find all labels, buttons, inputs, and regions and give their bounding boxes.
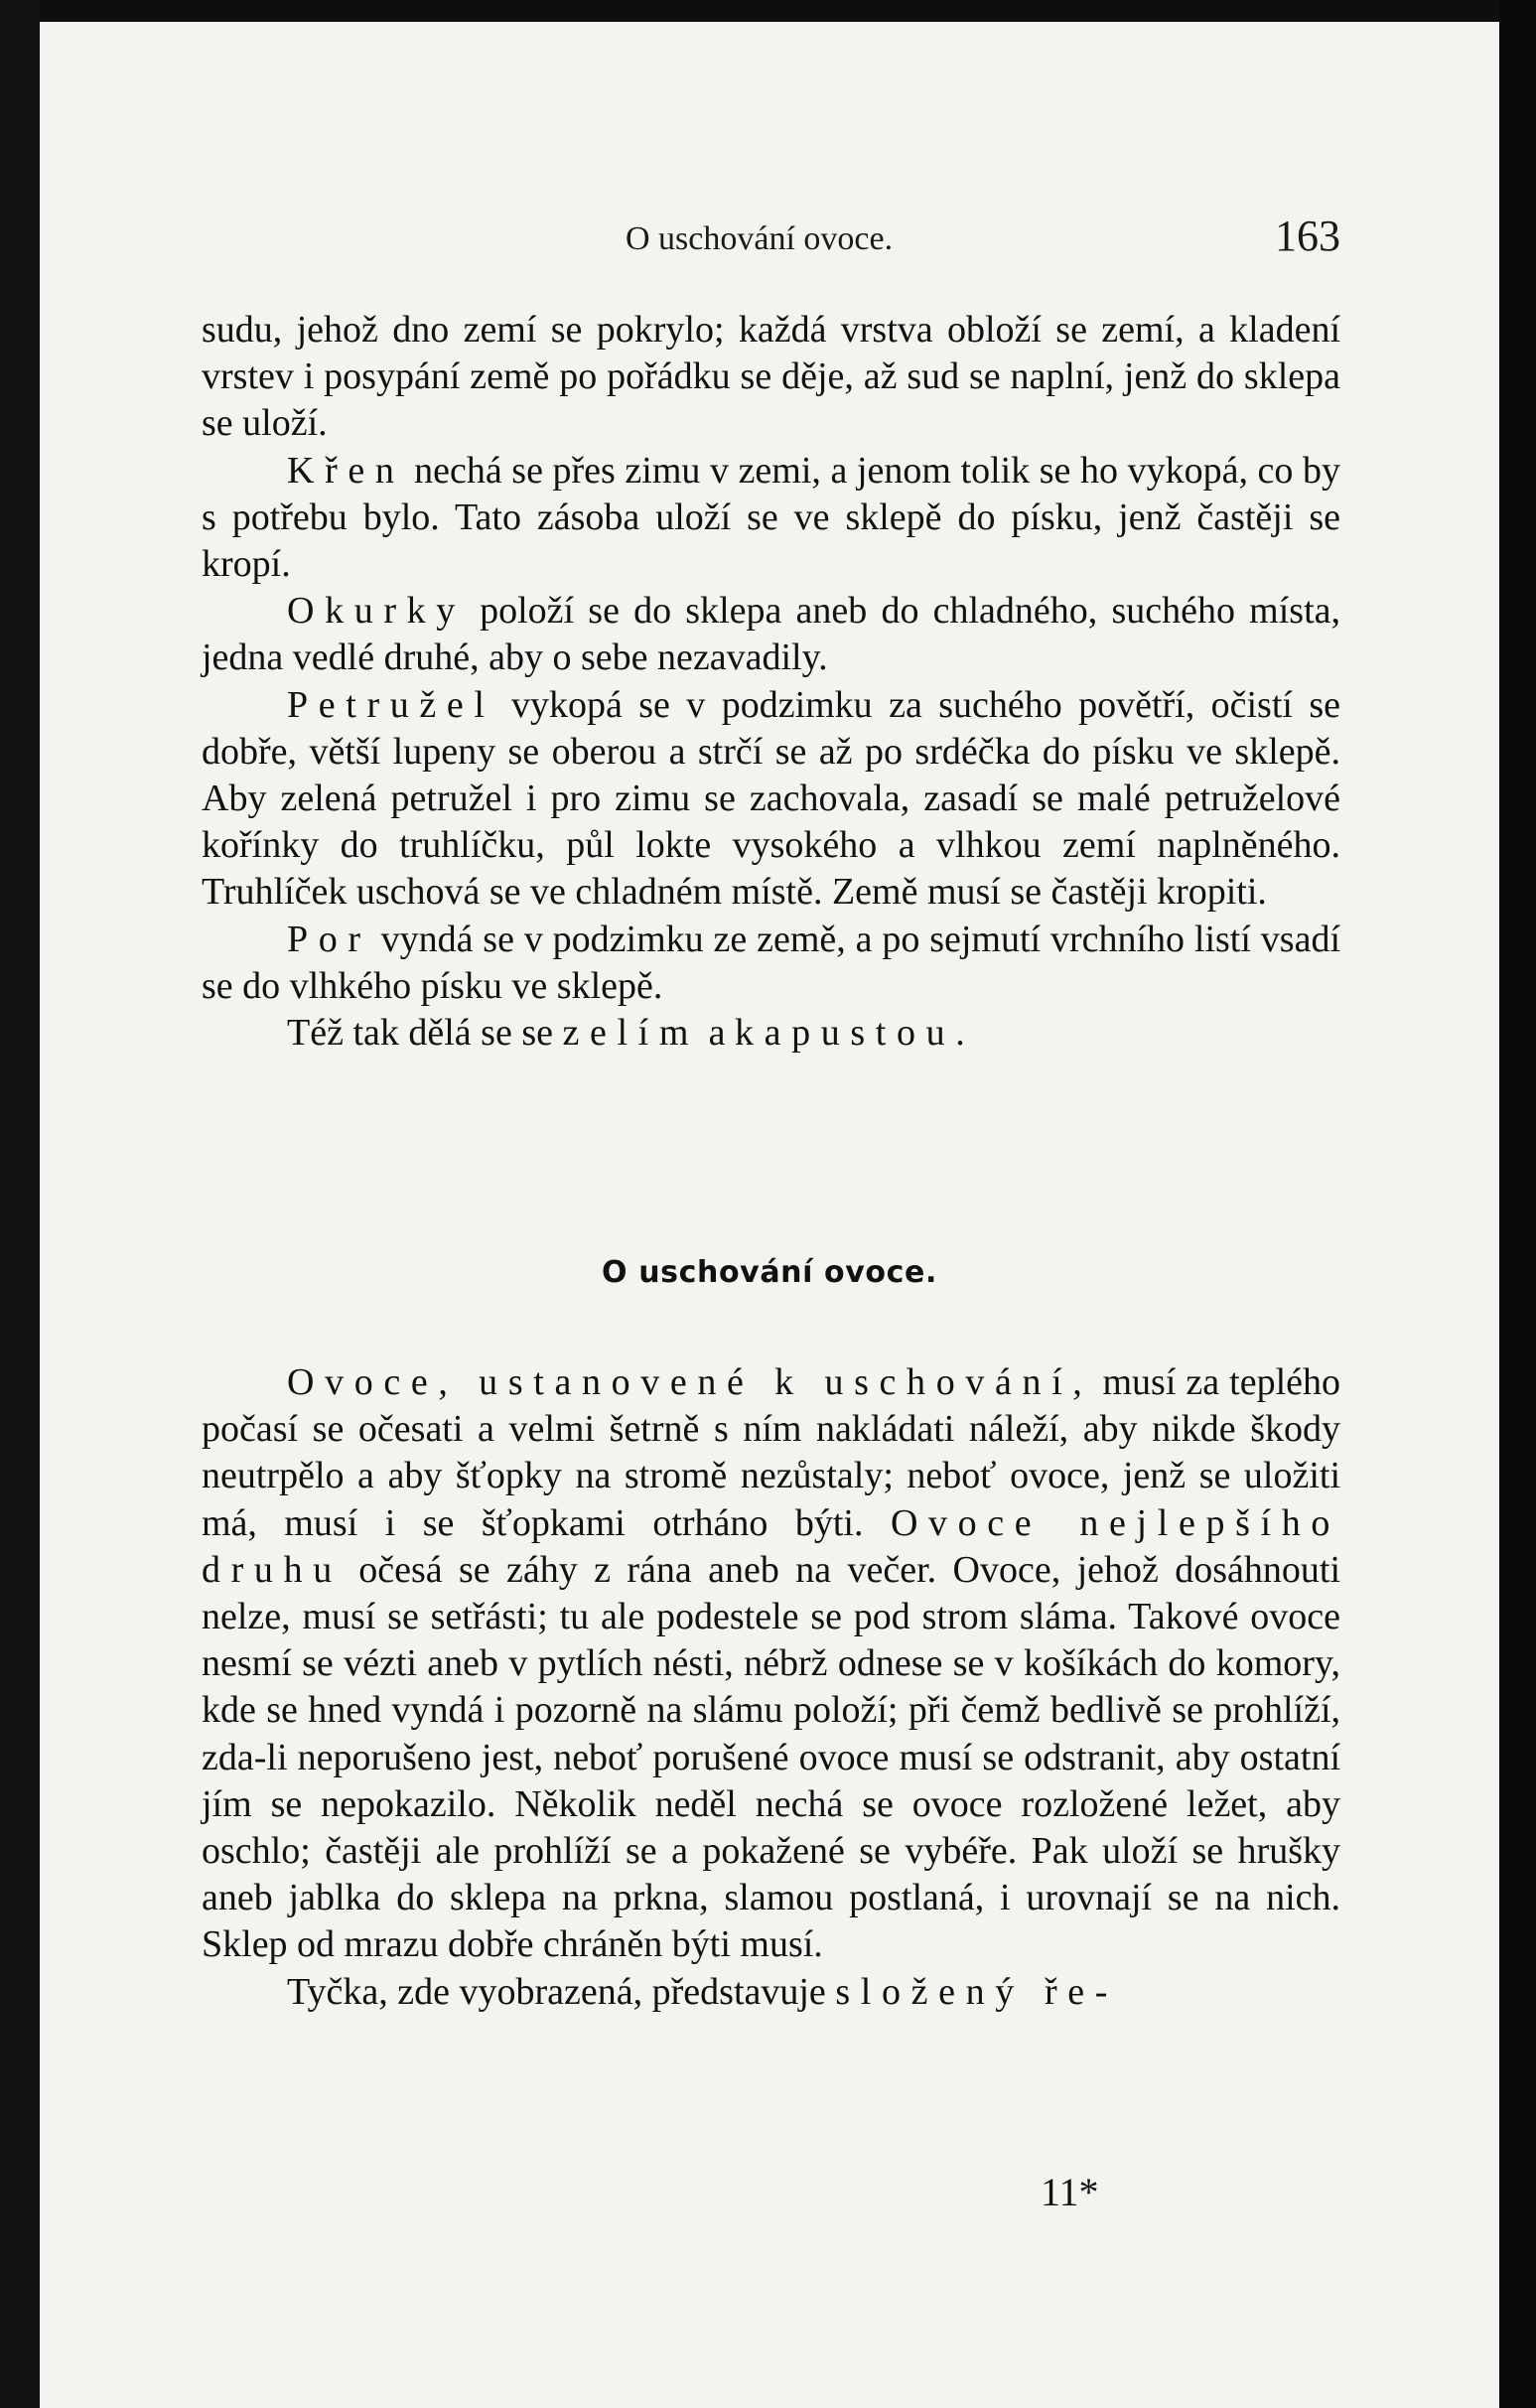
paragraph-text: a xyxy=(699,1012,735,1055)
signature-mark: 11* xyxy=(1041,2170,1099,2214)
paragraph-parsley xyxy=(202,682,1340,917)
paragraph-text: musí za teplého počasí se očesati a velmi šetrně s ním nakládati náleží, aby nikde škody neutrpělo a aby šťopky na stromě nezůstaly; neboť ovoce, jenž se uložiti má, musí i se šťopkami otrháno býti. xyxy=(202,1361,1340,1544)
spaced-term-por: Por xyxy=(287,918,371,960)
spaced-term-okurky: Okurky xyxy=(287,590,466,633)
spaced-term-kren: Křen xyxy=(287,449,405,492)
paragraph-text: očesá se záhy z rána aneb na večer. Ovoce, jehož dosáhnouti nelze, musí se setřásti; tu ale podestele se pod strom sláma. Takové ovoce nesmí se vézti aneb v pytlích nésti, nébrž odnese se v košíkách do komory, kde se hned vyndá i pozorně na slámu položí; při čemž bedlivě se prohlíží, zda-li neporušeno jest, neboť porušené ovoce musí se odstranit, aby ostatní jím se nepokazilo. Několik neděl nechá se ovoce rozložené ležet, aby oschlo; častěji ale prohlíží se a pokažené se vybéře. Pak uloží se hrušky aneb jablka do sklepa na prkna, slamou postlaná, i urovnají se na nich. Sklep od mrazu dobře chráněn býti musí. xyxy=(202,1548,1340,1966)
section-heading: O uschování ovoce. xyxy=(602,1255,937,1290)
book-spine-shadow xyxy=(0,0,40,2408)
paragraph-text: sudu, jehož dno zemí se pokrylo; každá vrstva obloží se zemí, a kladení vrstev i posypání země po pořádku se děje, až sud se naplní, jenž do sklepa se uloží. xyxy=(202,309,1340,445)
paragraph-cucumbers xyxy=(202,588,1340,681)
paragraph-text: Též tak dělá se se xyxy=(287,1012,563,1055)
scan-edge-shadow xyxy=(1499,0,1536,2408)
running-head xyxy=(199,211,1340,270)
section-vegetables-text xyxy=(202,307,1340,1057)
spaced-term-ovoce: Ovoce, ustanovené k uschování, xyxy=(287,1361,1093,1403)
spaced-term-petruzel: Petružel xyxy=(287,683,495,726)
book-page xyxy=(40,22,1499,2408)
spaced-term-zelim: zelím xyxy=(562,1012,700,1055)
paragraph-text: vyndá se v podzimku ze země, a po sejmutí vrchního listí vsadí se do vlhkého písku ve sklepě. xyxy=(202,918,1340,1007)
spaced-term-nejlepsi: Ovoce nejlepšího druhu xyxy=(202,1501,1341,1591)
spaced-term-slozeny: složený ře- xyxy=(835,1970,1119,2013)
paragraph-text: vykopá se v podzimku za suchého povětří, očistí se dobře, větší lupeny se oberou a strčí se až po srdéčka do písku ve sklepě. Aby zelená petružel i pro zimu se zachovala, zasadí se malé petruželové kořínky do truhlíčku, půl lokte vysokého a vlhkou zemí naplněného. Truhlíček uschová se ve chladném místě. Země musí se častěji kropiti. xyxy=(202,683,1340,914)
spaced-term-kapustou: kapustou xyxy=(734,1012,956,1055)
paragraph-leek xyxy=(202,917,1340,1010)
page-number: 163 xyxy=(1275,212,1340,260)
running-title: O uschování ovoce. xyxy=(626,220,894,257)
paragraph-horseradish xyxy=(202,448,1340,589)
paragraph-fruit-storage xyxy=(202,1359,1340,1969)
paragraph-text: Tyčka, zde vyobrazená, představuje xyxy=(287,1970,836,2013)
paragraph-text: . xyxy=(955,1012,965,1055)
section-fruit-text xyxy=(202,1359,1340,2016)
paragraph-cabbage xyxy=(202,1010,1340,1057)
paragraph-text: položí se do sklepa aneb do chladného, suchého místa, jedna vedlé druhé, aby o sebe nezavadily. xyxy=(202,590,1340,679)
paragraph-pole xyxy=(202,1969,1340,2016)
paragraph-barrel xyxy=(202,307,1340,448)
paragraph-text: nechá se přes zimu v zemi, a jenom tolik se ho vykopá, co by s potřebu bylo. Tato zásoba uloží se ve sklepě do písku, jenž častěji se kropí. xyxy=(202,449,1340,586)
